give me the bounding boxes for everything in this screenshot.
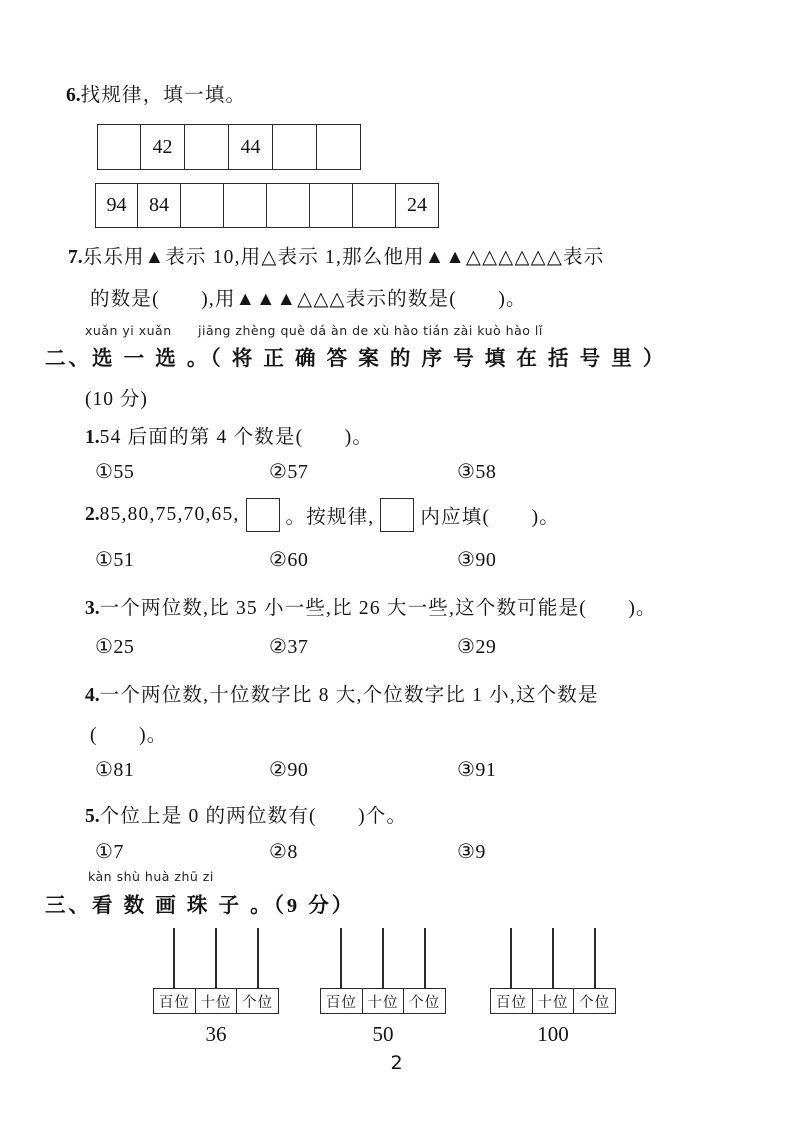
option-2: ②8 — [269, 841, 298, 863]
s2-q4-options — [95, 757, 715, 787]
target-number: 36 — [205, 1022, 227, 1046]
s2-q1-options — [95, 459, 715, 489]
s2-q2-number: 2. — [85, 504, 100, 525]
table-cell: 42 — [141, 124, 185, 170]
target-number: 100 — [537, 1022, 569, 1046]
question-7-number: 7. — [68, 247, 83, 268]
abacus-rod — [510, 928, 512, 988]
s2-q4-number: 4. — [85, 685, 100, 706]
ones-label: 个位 — [403, 989, 445, 1013]
s2-q3-options — [95, 634, 715, 664]
s2-q2-text-part2: 。按规律, — [285, 507, 375, 528]
s2-q3-number: 3. — [85, 598, 100, 619]
hundreds-label: 百位 — [325, 994, 357, 1011]
page-number: 2 — [390, 1052, 403, 1074]
place-value-box — [320, 988, 446, 1014]
option-2: ②90 — [269, 759, 309, 781]
section3-pinyin: kàn shù huà zhū zi — [88, 869, 214, 884]
option-2: ②60 — [269, 549, 309, 571]
option-1: ①51 — [95, 549, 135, 571]
section2-pinyin-part2: jiāng zhèng què dá àn de xù hào tián zài kuò hào lǐ — [198, 323, 543, 338]
table-cell — [267, 183, 310, 228]
table-cell — [353, 183, 396, 228]
s2-q2-options — [95, 547, 715, 577]
blank-box — [380, 498, 414, 532]
abacus-rod — [173, 928, 175, 988]
question-6-text: 找规律，填一填。 — [80, 85, 247, 106]
s2-q1-text: 54 后面的第 4 个数是( )。 — [99, 427, 374, 448]
abacus-rod — [382, 928, 384, 988]
s2-q5-options — [95, 839, 715, 869]
table-cell — [224, 183, 267, 228]
table-cell: 44 — [229, 124, 273, 170]
section2-pinyin-part1: xuǎn yi xuǎn — [85, 323, 172, 338]
s2-question-3 — [85, 592, 657, 620]
q6-pattern-table-1 — [97, 124, 361, 170]
section2-score: (10 分) — [85, 389, 148, 410]
option-3: ③9 — [457, 841, 486, 863]
abacus-rod — [424, 928, 426, 988]
blank-box — [246, 498, 280, 532]
s2-question-1 — [85, 421, 373, 449]
question-6-number: 6. — [66, 85, 81, 106]
s2-q3-text: 一个两位数,比 35 小一些,比 26 大一些,这个数可能是( )。 — [99, 598, 657, 619]
option-1: ①7 — [95, 841, 124, 863]
table-cell: 24 — [396, 183, 439, 228]
section3-title: 三、看 数 画 珠 子 。（9 分） — [45, 895, 356, 917]
place-value-box — [490, 988, 616, 1014]
s2-q2-text-part1: 85,80,75,70,65, — [99, 504, 240, 525]
place-value-diagram-50 — [320, 928, 446, 1046]
option-3: ③91 — [457, 759, 497, 781]
table-cell: 84 — [138, 183, 181, 228]
option-3: ③58 — [457, 461, 497, 483]
table-cell — [310, 183, 353, 228]
s2-question-4-line2: ( )。 — [90, 725, 168, 746]
tens-label: 十位 — [362, 989, 404, 1013]
abacus-rod — [215, 928, 217, 988]
section2-title: 二、选 一 选 。（ 将 正 确 答 案 的 序 号 填 在 括 号 里 ） — [45, 348, 667, 370]
question-7-line1 — [68, 241, 604, 269]
table-cell — [317, 124, 361, 170]
s2-q5-number: 5. — [85, 806, 100, 827]
table-cell: 94 — [95, 183, 138, 228]
s2-q5-text: 个位上是 0 的两位数有( )个。 — [99, 806, 408, 827]
option-3: ③29 — [457, 636, 497, 658]
option-1: ①81 — [95, 759, 135, 781]
option-2: ②37 — [269, 636, 309, 658]
abacus-rod — [340, 928, 342, 988]
abacus-rod — [594, 928, 596, 988]
tens-label: 十位 — [195, 989, 237, 1013]
option-2: ②57 — [269, 461, 309, 483]
s2-question-2 — [85, 497, 560, 533]
table-cell — [185, 124, 229, 170]
question-7-line2: 的数是( ),用▲▲▲△△△表示的数是( )。 — [90, 289, 527, 310]
question-7-text-line1: 乐乐用▲表示 10,用△表示 1,那么他用▲▲△△△△△△表示 — [82, 247, 605, 268]
target-number: 50 — [372, 1022, 394, 1046]
s2-question-5 — [85, 800, 407, 828]
q6-pattern-table-2 — [95, 183, 439, 228]
question-6-title — [66, 79, 246, 107]
hundreds-label: 百位 — [158, 994, 190, 1011]
option-1: ①55 — [95, 461, 135, 483]
table-cell — [181, 183, 224, 228]
option-1: ①25 — [95, 636, 135, 658]
s2-question-4-line1 — [85, 679, 599, 707]
place-value-diagram-100 — [490, 928, 616, 1046]
s2-q4-text-line1: 一个两位数,十位数字比 8 大,个位数字比 1 小,这个数是 — [99, 685, 599, 706]
hundreds-label: 百位 — [495, 994, 527, 1011]
table-cell — [273, 124, 317, 170]
ones-label: 个位 — [236, 989, 278, 1013]
table-cell — [97, 124, 141, 170]
ones-label: 个位 — [573, 989, 615, 1013]
s2-q2-text-part3: 内应填( )。 — [420, 507, 560, 528]
place-value-box — [153, 988, 279, 1014]
option-3: ③90 — [457, 549, 497, 571]
s2-q1-number: 1. — [85, 427, 100, 448]
abacus-rod — [552, 928, 554, 988]
abacus-rod — [257, 928, 259, 988]
place-value-diagram-36 — [153, 928, 279, 1046]
tens-label: 十位 — [532, 989, 574, 1013]
